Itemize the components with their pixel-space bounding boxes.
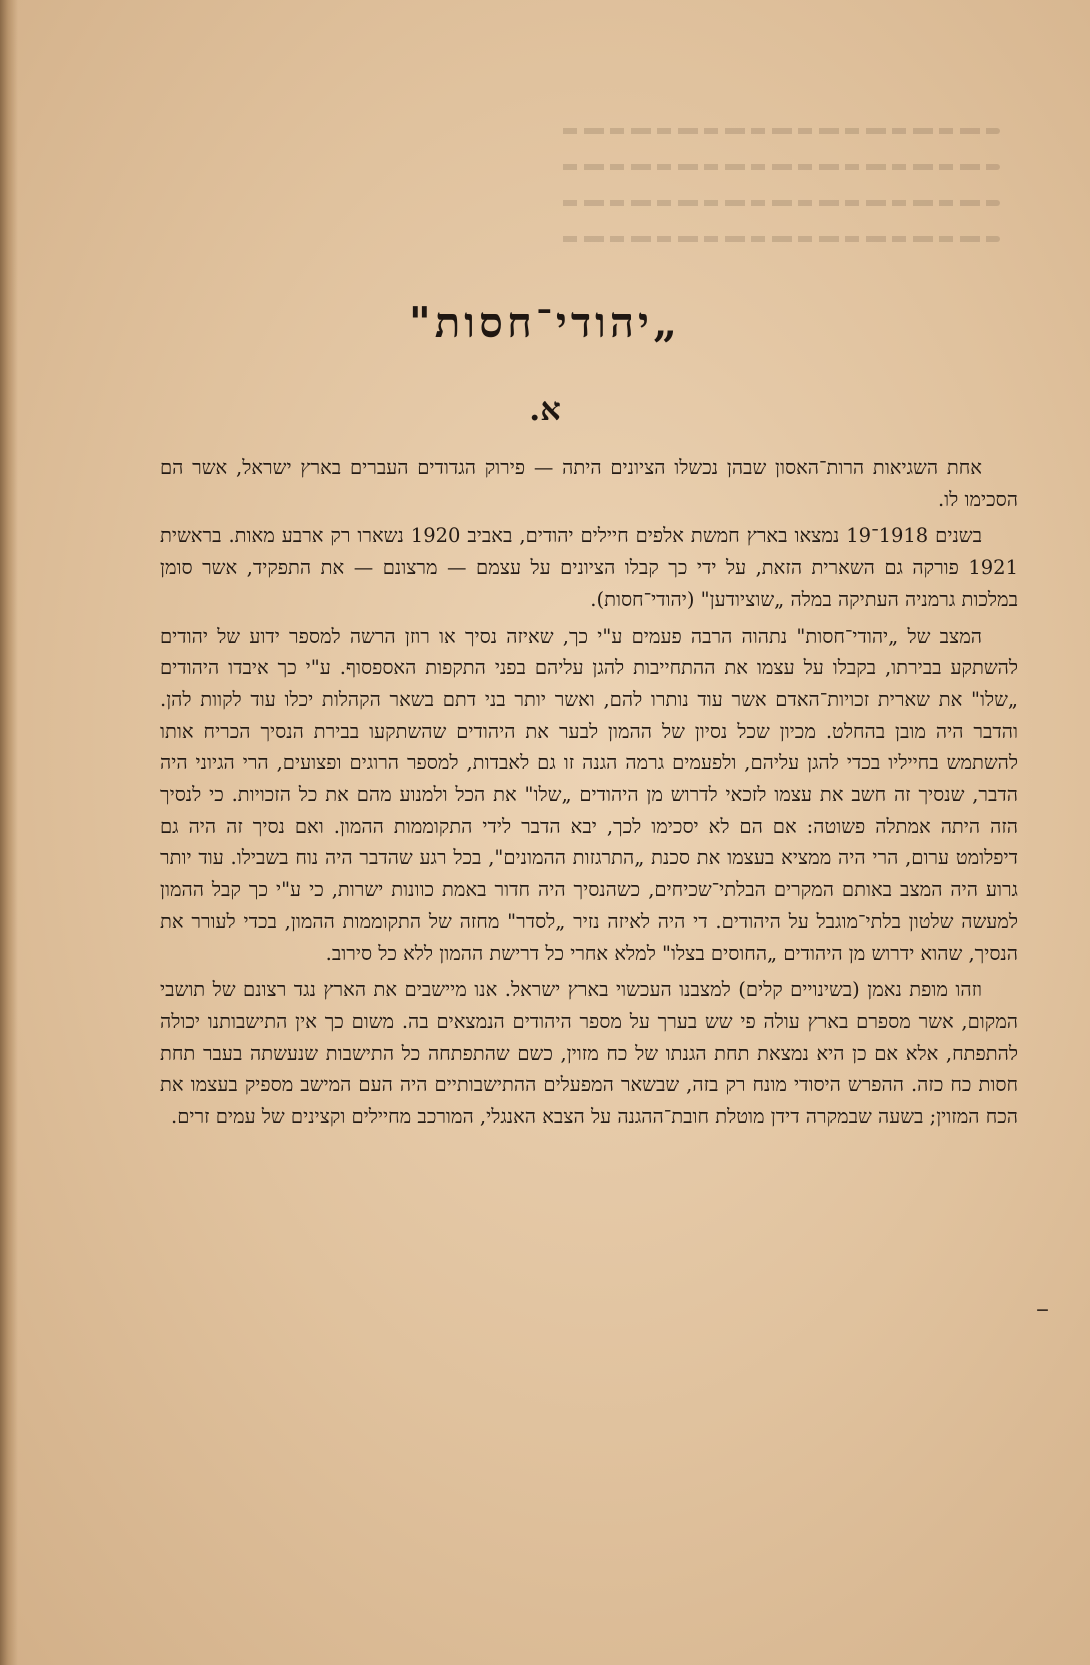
paragraph-2: בשנים 1918־19 נמצאו בארץ חמשת אלפים חיילים יהודים, באביב 1920 נשארו רק ארבע מאות. בראשית 1921 פורקה גם השארית הזאת, על ידי כך קבלו הציונים על עצמם — מרצונם — את התפקיד, אשר סומן במלכות גרמניה העתיקה במלה „שוציודען" (יהודי־חסות). bbox=[160, 524, 1018, 611]
bleed-line bbox=[560, 236, 1000, 242]
binding-edge bbox=[0, 0, 18, 1665]
section-heading: א. bbox=[529, 390, 561, 428]
margin-mark: – bbox=[1036, 1294, 1049, 1324]
bleed-line bbox=[560, 164, 1000, 170]
bleed-line bbox=[560, 200, 1000, 206]
paragraph-3: המצב של „יהודי־חסות" נתהוה הרבה פעמים ע"י כך, שאיזה נסיך או רוזן הרשה למספר ידוע של יהודים להשתקע בבירתו, בקבלו על עצמו את ההתחייבות להגן עליהם בפני התקפות האספסוף. ע"י כך איבדו היהודים „שלו" את שארית זכויות־האדם אשר עוד נותרו להם, ואשר יותר בני דתם בשאר הקהלות יכלו עוד לקוות להן. והדבר היה מובן בהחלט. מכיון שכל נסיון של ההמון לבער את היהודים שהשתקעו בבירת הנסיך הכריח אותו להשתמש בחייליו בכדי להגן עליהם, ולפעמים גרמה הגנה זו גם לאבדות, למספר הרוגים ופצועים, הרי הגיוני היה הדבר, שנסיך זה חשב את עצמו לזכאי לדרוש מן היהודים „שלו" את הכל ולמנוע מהם את כל הזכויות. כי לנסיך הזה היתה אמתלה פשוטה: אם הם לא יסכימו לכך, יבא הדבר לידי התקוממות ההמון. ואם נסיך זה היה גם דיפלומט ערום, הרי היה ממציא בעצמו את סכנת „התרגזות ההמונים", בכל רגע שהדבר היה נוח בשבילו. עוד יותר גרוע היה המצב באותם המקרים הבלתי־שכיחים, כשהנסיך היה חדור באמת כוונות ישרות, כי ע"י כך קבל ההמון למעשה שלטון בלתי־מוגבל על היהודים. די היה לאיזה נזיר „לסדר" מחזה של התקוממות ההמון, בכדי לעורר את הנסיך, שהוא ידרוש מן היהודים „החוסים בצלו" למלא אחרי כל דרישת ההמון ללא כל סירוב. bbox=[160, 624, 1018, 965]
bleed-line bbox=[560, 128, 1000, 134]
paragraph-4: וזהו מופת נאמן (בשינויים קלים) למצבנו העכשוי בארץ ישראל. אנו מיישבים את הארץ נגד רצונם של תושבי המקום, אשר מספרם בארץ עולה פי שש בערך על מספר היהודים הנמצאים בה. משום כך אין התישבותנו יכולה להתפתח, אלא אם כן היא נמצאת תחת הגנתו של כח מזוין, כשם שהתפתחה כל התישבות שנעשתה בעבר תחת חסות כח כזה. ההפרש היסודי מונח רק בזה, שבשאר המפעלים ההתישבותיים היה העם המישב מספיק בעצמו את הכח המזוין; בשעה שבמקרה דידן מוטלת חובת־ההגנה על הצבא האנגלי, המורכב מחיילים וקצינים של עמים זרים. bbox=[160, 978, 1018, 1129]
page-title: „יהודי־חסות" bbox=[408, 298, 682, 347]
article-body bbox=[160, 452, 1018, 1138]
bleed-through-text bbox=[560, 128, 1000, 298]
paragraph-1: אחת השגיאות הרות־האסון שבהן נכשלו הציונים היתה — פירוק הגדודים העברים בארץ ישראל, אשר הם הסכימו לו. bbox=[160, 456, 1018, 511]
